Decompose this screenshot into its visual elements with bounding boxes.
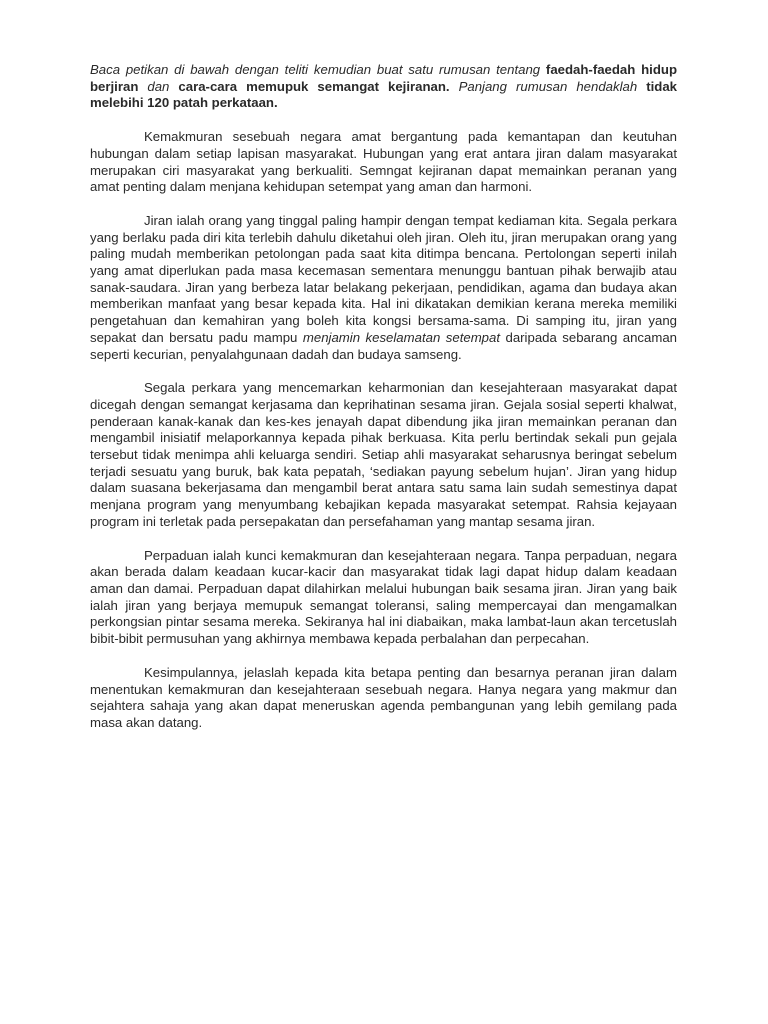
instructions-topic-benefits: faedah-faedah hidup berjiran xyxy=(90,62,677,94)
passage-paragraph-4: Perpaduan ialah kunci kemakmuran dan kesejahteraan negara. Tanpa perpaduan, negara akan berada dalam keadaan kucar-kacir dan masyarakat tidak lagi dapat hidup dalam keadaan aman dan damai. Perpaduan dapat dilahirkan melalui hubungan baik sesama jiran. Jiran yang baik ialah jiran yang berjaya memupuk semangat toleransi, saling mempercayai dan mengamalkan perkongsian pintar sesama mereka. Sekiranya hal ini diabaikan, maka lambat-laun akan tercetuslah bibit-bibit permusuhan yang akhirnya membawa kepada perbalahan dan perpecahan. xyxy=(90,547,677,647)
paragraph-2-text-end: daripada sebarang ancaman seperti kecurian, penyalahgunaan dadah dan budaya samseng. xyxy=(90,329,678,362)
document-page xyxy=(90,62,677,749)
instructions-topic-ways: cara-cara memupuk semangat kejiranan. xyxy=(178,78,450,94)
passage-paragraph-3: Segala perkara yang mencemarkan keharmonian dan kesejahteraan masyarakat dapat dicegah dengan semangat kerjasama dan keprihatinan sesama jiran. Gejala sosial seperti khalwat, penderaan kanak-kanak dan kes-kes jenayah dapat dibendung jika jiran memainkan peranan dan mengambil inisiatif melaporkannya kepada pihak berkuasa. Kita perlu bertindak sekali pun gejala tersebut tidak menimpa ahli keluarga sendiri. Setiap ahli masyarakat seharusnya beringat sebelum terjadi sesuatu yang buruk, bak kata pepatah, ‘sediakan payung sebelum hujan’. Jiran yang hidup dalam suasana bekerjasama dan mengambil berat antara satu sama lain sudah semestinya dapat menjana program yang menyumbang kebajikan kepada masyarakat setempat. Rahsia kejayaan program ini terletak pada persepakatan dan persefahaman yang mantap sesama jiran. xyxy=(90,380,677,529)
paragraph-2-text: Jiran ialah orang yang tinggal paling hampir dengan tempat kediaman kita. Segala perkara yang berlaku pada diri kita terlebih dahulu diketahui oleh jiran. Oleh itu, jiran merupakan orang yang paling mudah memberikan petolongan pada saat kita ditimpa bencana. Pertolongan seperti inilah yang amat diperlukan pada masa kecemasan sementara menunggu bantuan pihak berwajib atau sanak-saudara. Jiran yang berbeza latar belakang pekerjaan, pendidikan, agama dan budaya akan memberikan manfaat yang besar kepada kita. Hal ini dikatakan demikian kerana mereka memiliki pengetahuan dan kemahiran yang boleh kita kongsi bersama-sama. Di samping itu, jiran yang sepakat dan bersatu padu mampu xyxy=(90,212,677,345)
passage-paragraph-1: Kemakmuran sesebuah negara amat bergantung pada kemantapan dan keutuhan hubungan dalam setiap lapisan masyarakat. Hubungan yang erat antara jiran dalam masyarakat merupakan ciri masyarakat yang berkualiti. Semngat kejiranan dapat memainkan peranan yang amat penting dalam menjana kehidupan setempat yang aman dan harmoni. xyxy=(90,129,677,195)
instructions-connector: dan xyxy=(138,78,179,94)
instructions-length-text: Panjang rumusan hendaklah xyxy=(449,78,647,94)
passage-paragraph-5: Kesimpulannya, jelaslah kepada kita betapa penting dan besarnya peranan jiran dalam menentukan kemakmuran dan kesejahteraan sesebuah negara. Hanya negara yang makmur dan sejahtera sahaja yang akan dapat meneruskan agenda pembangunan yang lebih gemilang pada masa akan datang. xyxy=(90,664,677,730)
paragraph-2-emphasis: menjamin keselamatan setempat xyxy=(302,329,501,345)
instructions-paragraph xyxy=(90,62,677,112)
instructions-word-limit: tidak melebihi 120 patah perkataan. xyxy=(90,78,677,111)
instructions-text: Baca petikan di bawah dengan teliti kemudian buat satu rumusan tentang xyxy=(90,62,546,77)
passage-paragraph-2 xyxy=(90,213,677,363)
